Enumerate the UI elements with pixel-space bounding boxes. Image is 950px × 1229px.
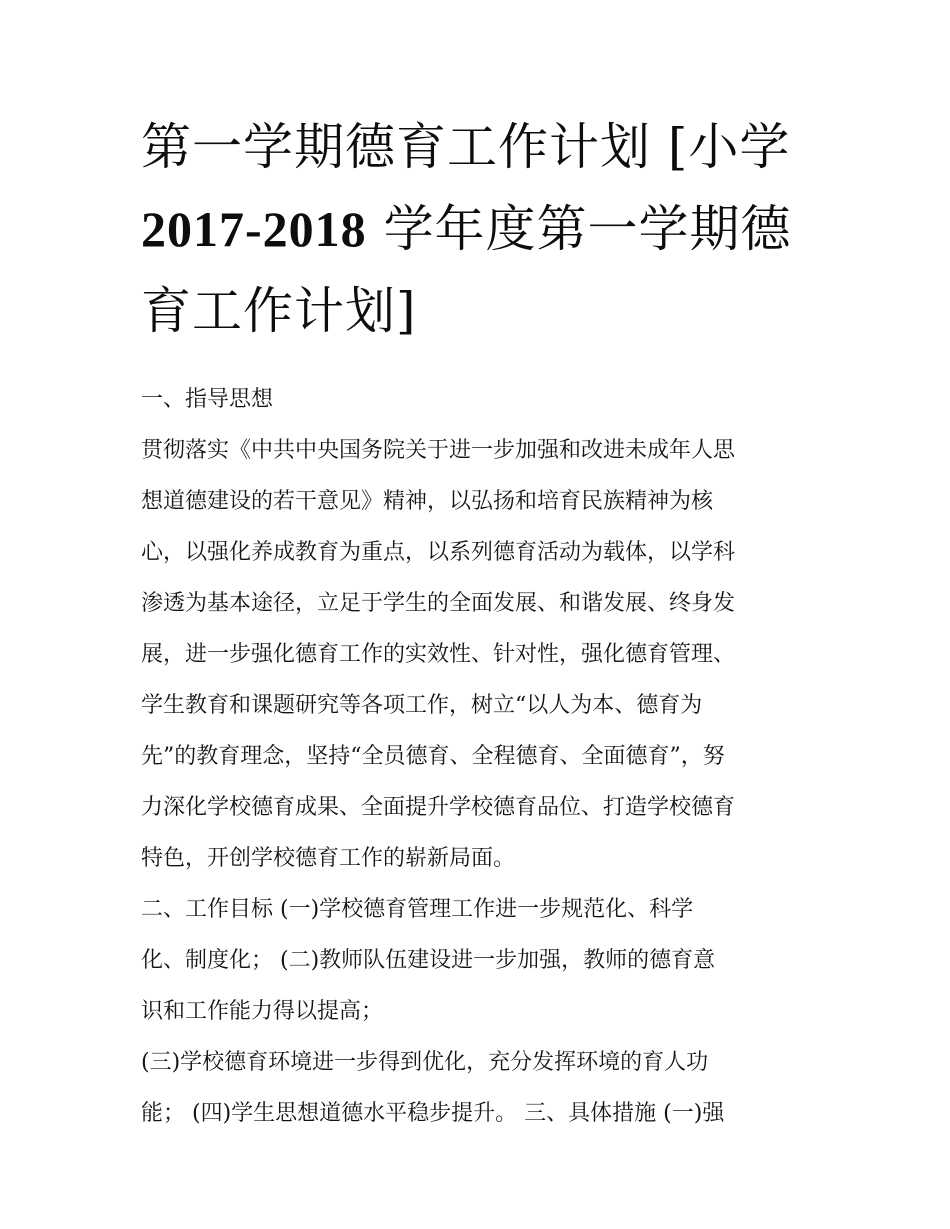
paragraph-line: 想道德建设的若干意见》精神，以弘扬和培育民族精神为核: [141, 489, 714, 514]
paragraph-line: 贯彻落实《中共中央国务院关于进一步加强和改进未成年人思: [141, 438, 736, 463]
paragraph-line: 力深化学校德育成果、全面提升学校德育品位、打造学校德育: [141, 795, 736, 820]
paragraph-line: 渗透为基本途径，立足于学生的全面发展、和谐发展、终身发: [141, 591, 736, 616]
paragraph-line: 化、制度化； (二)教师队伍建设进一步加强，教师的德育意: [141, 948, 716, 973]
section-heading-guiding-ideology: 一、指导思想: [141, 387, 274, 412]
title-line-2: [141, 188, 821, 270]
paragraph-line: 展，进一步强化德育工作的实效性、针对性，强化德育管理、: [141, 642, 736, 667]
paragraph-line: 学生教育和课题研究等各项工作，树立“以人为本、德育为: [141, 693, 703, 718]
paragraph-line: 先”的教育理念，坚持“全员德育、全程德育、全面德育”，努: [141, 744, 725, 769]
document-body: [141, 374, 821, 1139]
paragraph-line: 特色，开创学校德育工作的崭新局面。: [141, 846, 516, 871]
document-page: [141, 106, 821, 1139]
paragraph-line: (三)学校德育环境进一步得到优化，充分发挥环境的育人功: [141, 1050, 709, 1075]
title-year-range: 2017-2018: [141, 201, 367, 257]
title-line-3: 育工作计划]: [141, 282, 417, 340]
document-title: [141, 106, 821, 352]
title-line-1: 第一学期德育工作计划 [小学: [141, 118, 791, 176]
section-heading-work-goals: 二、工作目标 (一)学校德育管理工作进一步规范化、科学: [141, 897, 694, 922]
paragraph-line: 能； (四)学生思想道德水平稳步提升。 三、具体措施 (一)强: [141, 1101, 725, 1126]
title-line-2-text: 学年度第一学期德: [383, 200, 792, 258]
paragraph-line: 识和工作能力得以提高；: [141, 999, 384, 1024]
paragraph-line: 心，以强化养成教育为重点，以系列德育活动为载体，以学科: [141, 540, 736, 565]
